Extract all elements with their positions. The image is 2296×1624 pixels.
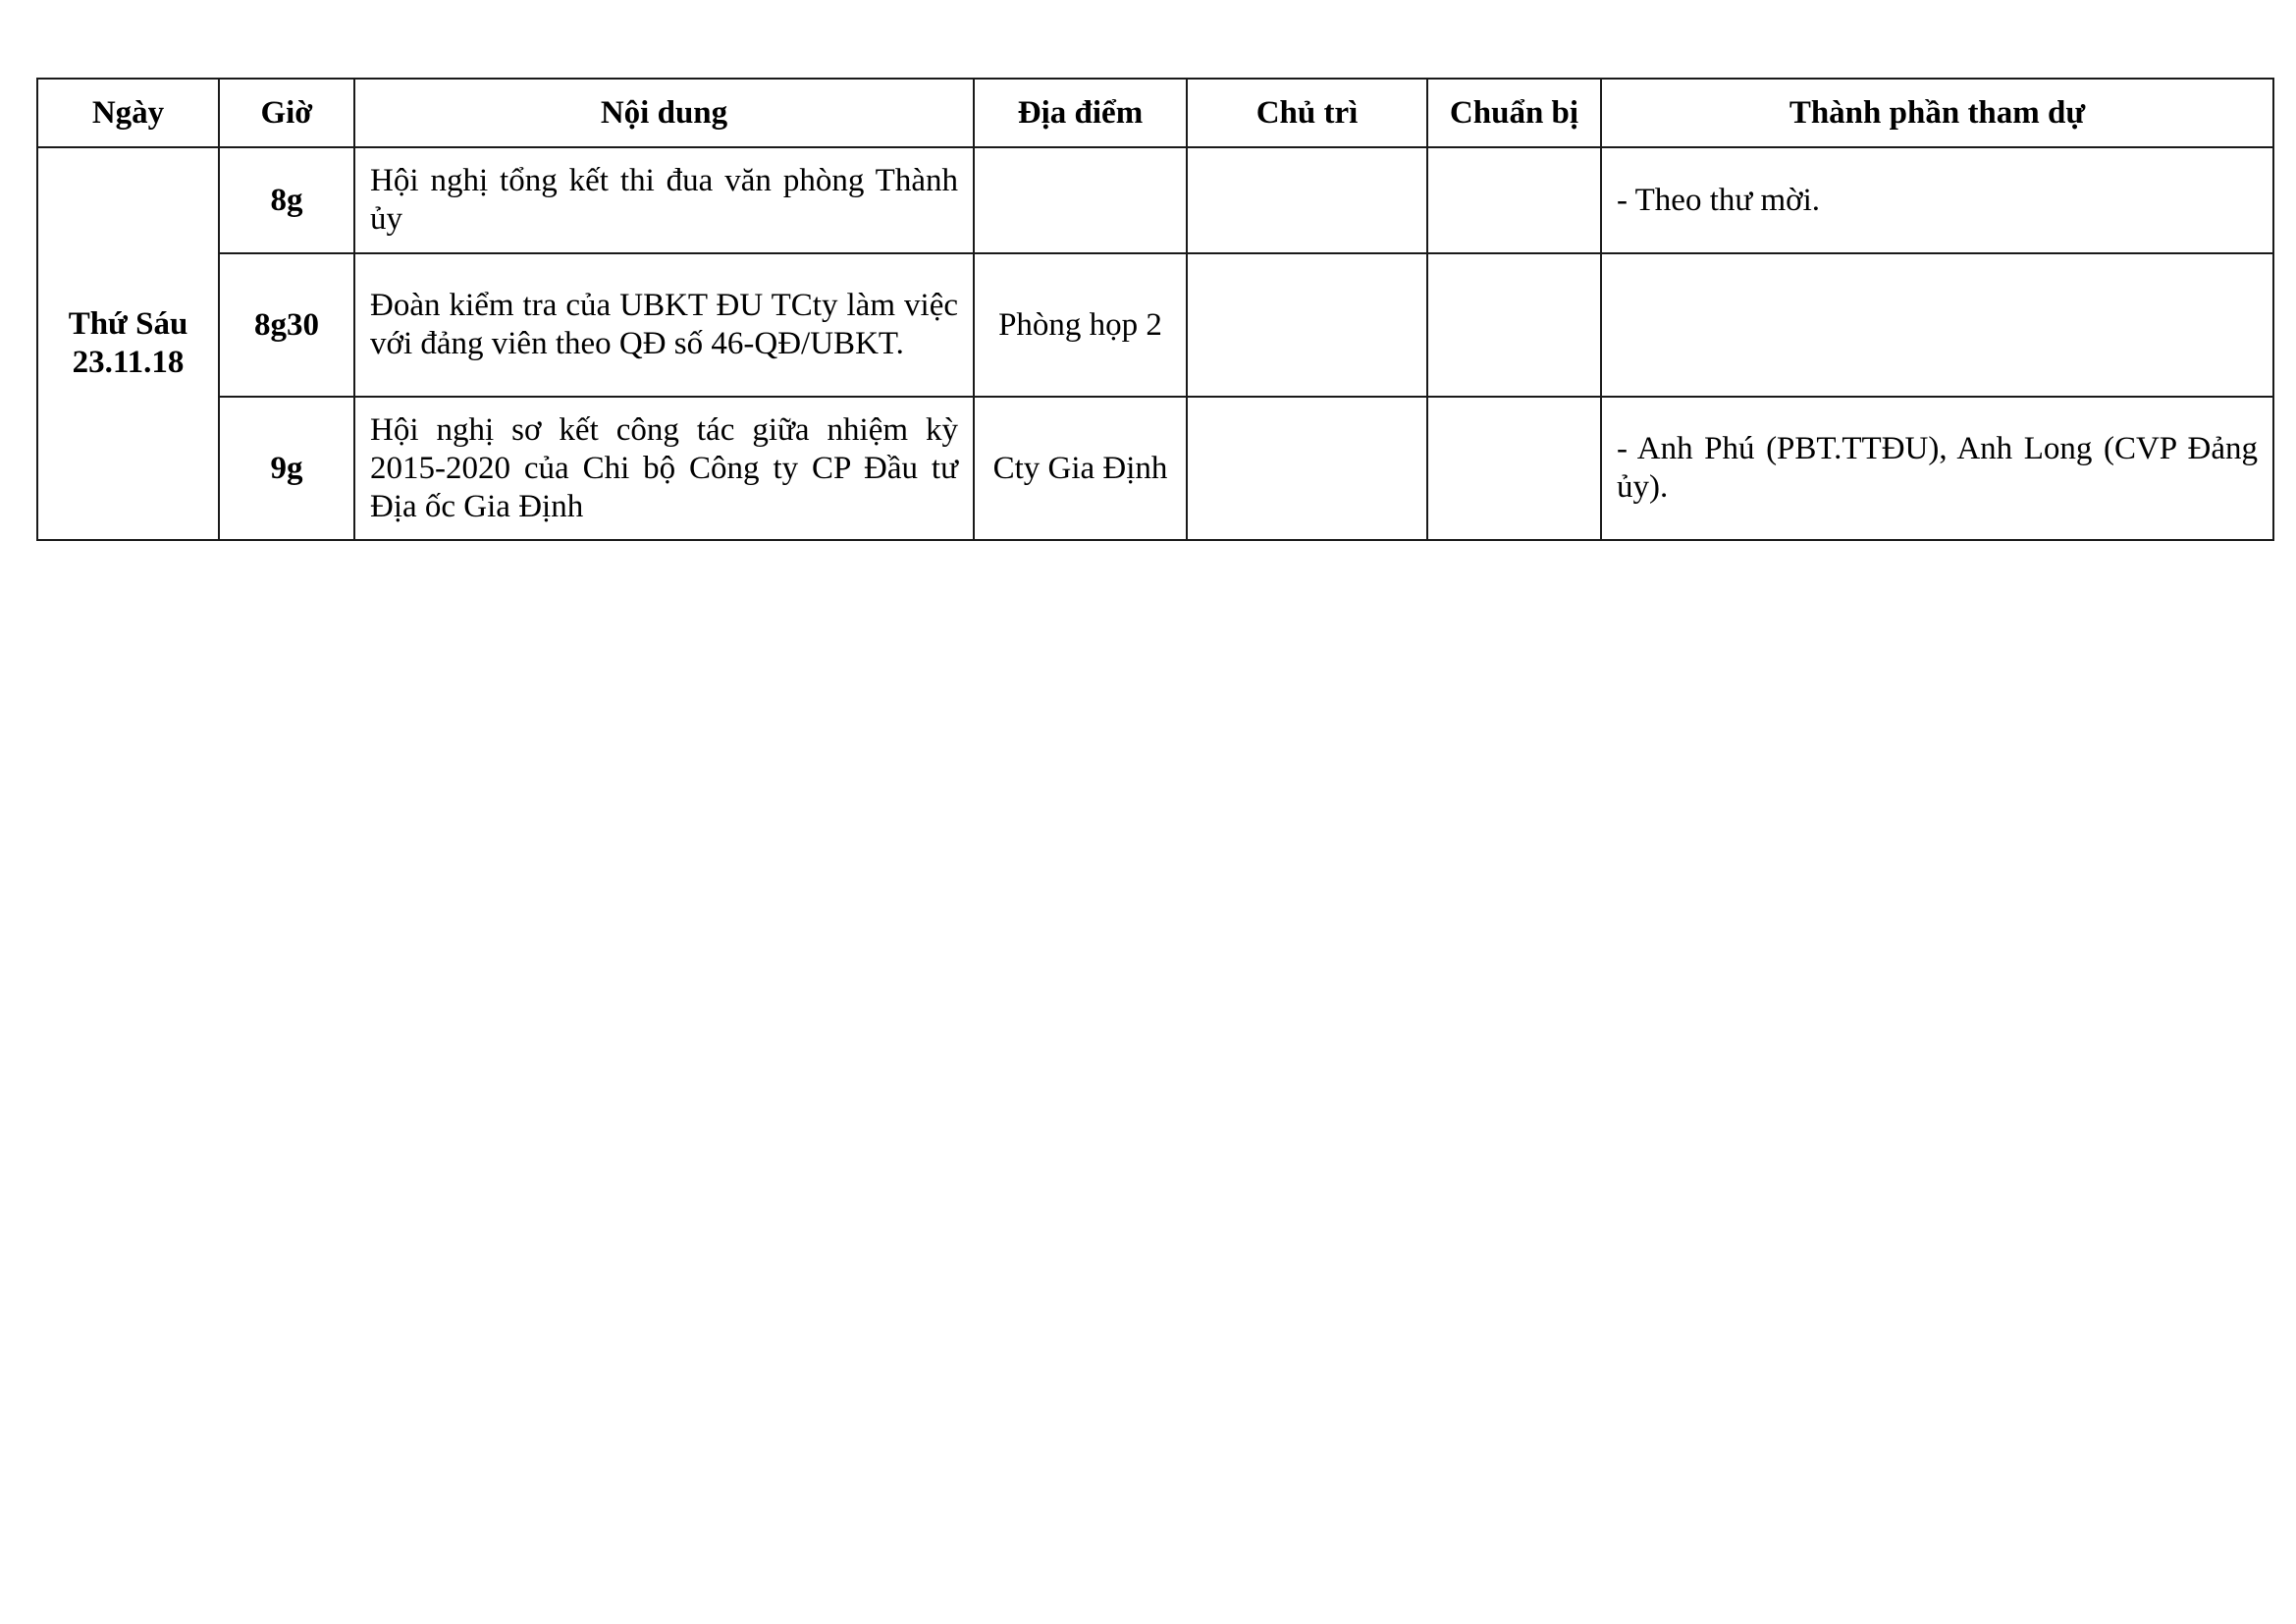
header-date: Ngày xyxy=(37,79,219,147)
time-cell: 8g xyxy=(219,147,354,253)
date-cell xyxy=(37,147,219,540)
content-cell: Đoàn kiểm tra của UBKT ĐU TCty làm việc với đảng viên theo QĐ số 46-QĐ/UBKT. xyxy=(354,253,974,397)
table-header-row xyxy=(37,79,2273,147)
schedule-table xyxy=(36,78,2274,541)
time-cell: 9g xyxy=(219,397,354,540)
header-chair: Chủ trì xyxy=(1187,79,1427,147)
attendees-cell: - Theo thư mời. xyxy=(1601,147,2273,253)
prepare-cell xyxy=(1427,397,1601,540)
header-prepare: Chuẩn bị xyxy=(1427,79,1601,147)
table-row xyxy=(37,147,2273,253)
chair-cell xyxy=(1187,253,1427,397)
prepare-cell xyxy=(1427,147,1601,253)
attendees-cell: - Anh Phú (PBT.TTĐU), Anh Long (CVP Đảng ủy). xyxy=(1601,397,2273,540)
attendees-cell xyxy=(1601,253,2273,397)
date-label: 23.11.18 xyxy=(72,345,185,380)
header-time: Giờ xyxy=(219,79,354,147)
header-place: Địa điểm xyxy=(974,79,1187,147)
chair-cell xyxy=(1187,397,1427,540)
header-attendees: Thành phần tham dự xyxy=(1601,79,2273,147)
chair-cell xyxy=(1187,147,1427,253)
content-cell: Hội nghị sơ kết công tác giữa nhiệm kỳ 2015-2020 của Chi bộ Công ty CP Đầu tư Địa ốc Gia Định xyxy=(354,397,974,540)
content-cell: Hội nghị tổng kết thi đua văn phòng Thành ủy xyxy=(354,147,974,253)
weekday-label: Thứ Sáu xyxy=(68,306,188,342)
prepare-cell xyxy=(1427,253,1601,397)
table-row xyxy=(37,397,2273,540)
header-content: Nội dung xyxy=(354,79,974,147)
place-cell: Phòng họp 2 xyxy=(974,253,1187,397)
time-cell: 8g30 xyxy=(219,253,354,397)
place-cell: Cty Gia Định xyxy=(974,397,1187,540)
table-row xyxy=(37,253,2273,397)
place-cell xyxy=(974,147,1187,253)
